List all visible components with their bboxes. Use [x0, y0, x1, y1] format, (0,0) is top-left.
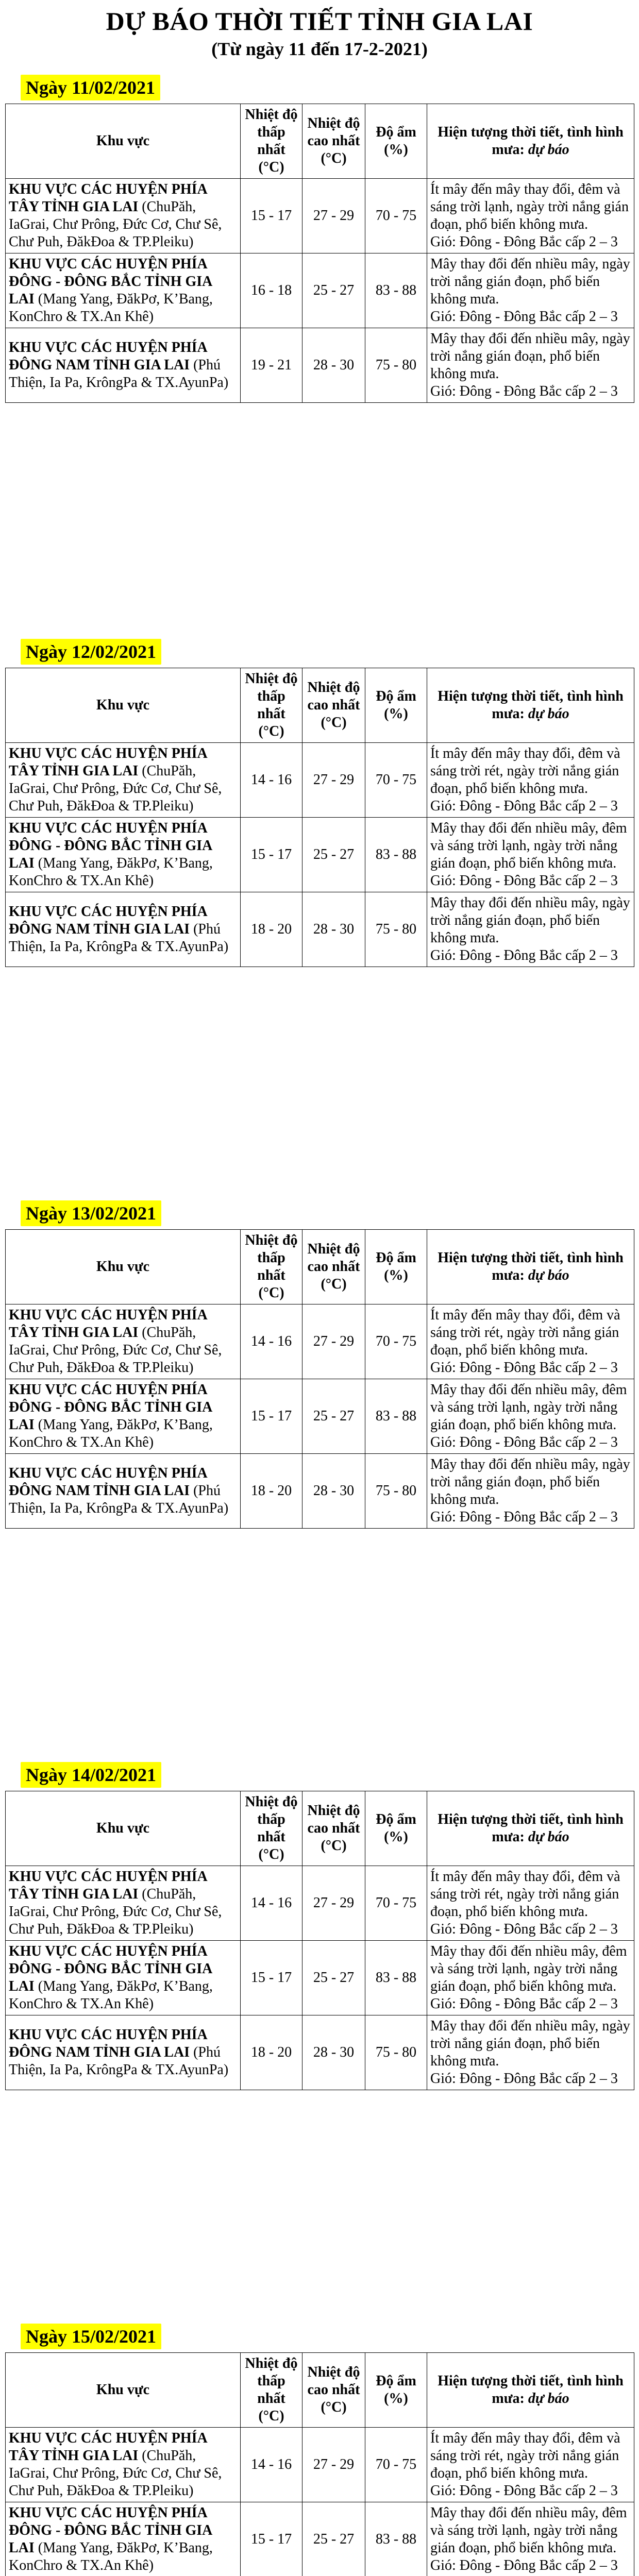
day-section: [0, 639, 639, 967]
region-cell: [6, 2502, 241, 2576]
header-tmin: Nhiệt độ thấp nhất (°C): [241, 2353, 302, 2428]
region-districts: (Phú Thiện, Ia Pa, KrôngPa & TX.AyunPa): [9, 1483, 229, 1516]
day-section: [0, 75, 639, 403]
region-name: KHU VỰC CÁC HUYỆN PHÍA ĐÔNG - ĐÔNG BẮC TỈNH GIA LAI: [9, 2505, 212, 2556]
phenomena-desc: Mây thay đổi đến nhiều mây, ngày trời nắng gián đoạn, phổ biến không mưa.: [430, 256, 630, 307]
tmax-cell: 25 - 27: [302, 253, 365, 328]
tmin-cell: 14 - 16: [241, 743, 302, 818]
region-districts: (Phú Thiện, Ia Pa, KrôngPa & TX.AyunPa): [9, 357, 229, 391]
forecast-table: [5, 1791, 634, 2090]
page-title: DỰ BÁO THỜI TIẾT TỈNH GIA LAI: [106, 7, 533, 36]
region-cell: [6, 743, 241, 818]
phenomena-desc: Ít mây đến mây thay đổi, đêm và sáng trời rét, ngày trời nắng gián đoạn, phổ biến không mưa.: [430, 745, 620, 796]
phenomena-wind: Gió: Đông - Đông Bắc cấp 2 – 3: [430, 234, 618, 250]
humidity-cell: 70 - 75: [365, 1866, 427, 1941]
humidity-cell: 83 - 88: [365, 1941, 427, 2015]
humidity-cell: 70 - 75: [365, 743, 427, 818]
region-districts: (Mang Yang, ĐăkPơ, K’Bang, KonChro & TX.An Khê): [9, 291, 213, 325]
region-districts: (Mang Yang, ĐăkPơ, K’Bang, KonChro & TX.An Khê): [9, 855, 213, 889]
header-region: Khu vực: [6, 1230, 241, 1304]
tmax-cell: 25 - 27: [302, 1379, 365, 1454]
tmin-cell: 15 - 17: [241, 179, 302, 253]
phenomena-cell: [427, 253, 634, 328]
phenomena-cell: [427, 1454, 634, 1529]
header-phenomena-em: dự báo: [528, 1267, 569, 1283]
phenomena-cell: [427, 2502, 634, 2576]
phenomena-desc: Mây thay đổi đến nhiều mây, đêm và sáng trời lạnh, ngày trời nắng gián đoạn, phổ biến không mưa.: [430, 2505, 627, 2556]
header-humidity: Độ ẩm (%): [365, 668, 427, 743]
tmin-cell: 15 - 17: [241, 818, 302, 892]
region-districts: (ChuPăh, IaGrai, Chư Prông, Đức Cơ, Chư Sê, Chư Puh, ĐăkĐoa & TP.Pleiku): [9, 2448, 222, 2499]
header-phenomena-main: Hiện tượng thời tiết, tình hình mưa:: [438, 124, 624, 158]
table-row: [6, 743, 634, 818]
region-districts: (Mang Yang, ĐăkPơ, K’Bang, KonChro & TX.An Khê): [9, 1417, 213, 1450]
table-row: [6, 1454, 634, 1529]
phenomena-wind: Gió: Đông - Đông Bắc cấp 2 – 3: [430, 309, 618, 325]
forecast-table: [5, 104, 634, 403]
tmin-cell: 14 - 16: [241, 1866, 302, 1941]
forecast-table: [5, 1229, 634, 1529]
region-cell: [6, 1941, 241, 2015]
region-cell: [6, 892, 241, 967]
humidity-cell: 83 - 88: [365, 818, 427, 892]
tmax-cell: 25 - 27: [302, 1941, 365, 2015]
tmax-cell: 27 - 29: [302, 179, 365, 253]
day-section: [0, 2324, 639, 2576]
day-date-label: Ngày 11/02/2021: [21, 75, 160, 100]
region-districts: (Phú Thiện, Ia Pa, KrôngPa & TX.AyunPa): [9, 921, 229, 955]
phenomena-wind: Gió: Đông - Đông Bắc cấp 2 – 3: [430, 1509, 618, 1525]
tmax-cell: 28 - 30: [302, 328, 365, 403]
region-cell: [6, 2015, 241, 2090]
table-row: [6, 253, 634, 328]
day-date-label: Ngày 15/02/2021: [21, 2324, 161, 2349]
table-row: [6, 1866, 634, 1941]
humidity-cell: 83 - 88: [365, 253, 427, 328]
header-humidity: Độ ẩm (%): [365, 1791, 427, 1866]
tmax-cell: 27 - 29: [302, 1304, 365, 1379]
phenomena-wind: Gió: Đông - Đông Bắc cấp 2 – 3: [430, 383, 618, 399]
tmin-cell: 19 - 21: [241, 328, 302, 403]
header-humidity: Độ ẩm (%): [365, 104, 427, 179]
region-districts: (Phú Thiện, Ia Pa, KrôngPa & TX.AyunPa): [9, 2044, 229, 2078]
day-date-label: Ngày 12/02/2021: [21, 639, 161, 665]
table-header-row: [6, 1791, 634, 1866]
header-phenomena-em: dự báo: [528, 142, 569, 158]
phenomena-desc: Ít mây đến mây thay đổi, đêm và sáng trời lạnh, ngày trời nắng gián đoạn, phổ biến không mưa.: [430, 181, 629, 232]
header-tmin: Nhiệt độ thấp nhất (°C): [241, 104, 302, 179]
day-date-label: Ngày 14/02/2021: [21, 1762, 161, 1788]
tmax-cell: 25 - 27: [302, 2502, 365, 2576]
phenomena-wind: Gió: Đông - Đông Bắc cấp 2 – 3: [430, 1996, 618, 2012]
tmin-cell: 15 - 17: [241, 1379, 302, 1454]
table-row: [6, 892, 634, 967]
table-header-row: [6, 1230, 634, 1304]
region-name: KHU VỰC CÁC HUYỆN PHÍA TÂY TỈNH GIA LAI: [9, 1307, 207, 1341]
tmin-cell: 15 - 17: [241, 2502, 302, 2576]
phenomena-desc: Mây thay đổi đến nhiều mây, ngày trời nắng gián đoạn, phổ biến không mưa.: [430, 1456, 630, 1507]
phenomena-desc: Mây thay đổi đến nhiều mây, ngày trời nắng gián đoạn, phổ biến không mưa.: [430, 895, 630, 946]
phenomena-wind: Gió: Đông - Đông Bắc cấp 2 – 3: [430, 2483, 618, 2499]
header-region: Khu vực: [6, 1791, 241, 1866]
tmin-cell: 16 - 18: [241, 253, 302, 328]
region-name: KHU VỰC CÁC HUYỆN PHÍA TÂY TỈNH GIA LAI: [9, 2430, 207, 2464]
phenomena-cell: [427, 1379, 634, 1454]
header-tmax: Nhiệt độ cao nhất (°C): [302, 104, 365, 179]
tmin-cell: 14 - 16: [241, 1304, 302, 1379]
phenomena-wind: Gió: Đông - Đông Bắc cấp 2 – 3: [430, 1921, 618, 1937]
day-date-label: Ngày 13/02/2021: [21, 1200, 161, 1226]
day-section: [0, 1200, 639, 1529]
region-districts: (ChuPăh, IaGrai, Chư Prông, Đức Cơ, Chư Sê, Chư Puh, ĐăkĐoa & TP.Pleiku): [9, 199, 222, 250]
region-name: KHU VỰC CÁC HUYỆN PHÍA ĐÔNG - ĐÔNG BẮC TỈNH GIA LAI: [9, 1382, 212, 1433]
table-row: [6, 179, 634, 253]
region-cell: [6, 253, 241, 328]
table-row: [6, 2502, 634, 2576]
region-districts: (Mang Yang, ĐăkPơ, K’Bang, KonChro & TX.An Khê): [9, 1978, 213, 2012]
tmax-cell: 28 - 30: [302, 2015, 365, 2090]
region-cell: [6, 1304, 241, 1379]
humidity-cell: 83 - 88: [365, 2502, 427, 2576]
header-phenomena: [427, 104, 634, 179]
header-tmax: Nhiệt độ cao nhất (°C): [302, 1791, 365, 1866]
tmin-cell: 18 - 20: [241, 1454, 302, 1529]
table-header-row: [6, 668, 634, 743]
tmin-cell: 18 - 20: [241, 2015, 302, 2090]
humidity-cell: 75 - 80: [365, 892, 427, 967]
humidity-cell: 70 - 75: [365, 179, 427, 253]
header-region: Khu vực: [6, 104, 241, 179]
region-cell: [6, 328, 241, 403]
region-name: KHU VỰC CÁC HUYỆN PHÍA ĐÔNG - ĐÔNG BẮC TỈNH GIA LAI: [9, 820, 212, 871]
region-cell: [6, 1866, 241, 1941]
day-section: [0, 1762, 639, 2090]
page-subtitle: (Từ ngày 11 đến 17-2-2021): [211, 39, 428, 59]
phenomena-desc: Mây thay đổi đến nhiều mây, đêm và sáng trời lạnh, ngày trời nắng gián đoạn, phổ biến không mưa.: [430, 1382, 627, 1433]
phenomena-desc: Mây thay đổi đến nhiều mây, đêm và sáng trời lạnh, ngày trời nắng gián đoạn, phổ biến không mưa.: [430, 820, 627, 871]
header-phenomena: [427, 2353, 634, 2428]
phenomena-wind: Gió: Đông - Đông Bắc cấp 2 – 3: [430, 2557, 618, 2573]
table-row: [6, 1379, 634, 1454]
phenomena-desc: Ít mây đến mây thay đổi, đêm và sáng trời rét, ngày trời nắng gián đoạn, phổ biến không mưa.: [430, 1307, 620, 1358]
tmax-cell: 28 - 30: [302, 1454, 365, 1529]
phenomena-desc: Mây thay đổi đến nhiều mây, đêm và sáng trời lạnh, ngày trời nắng gián đoạn, phổ biến không mưa.: [430, 1943, 627, 1994]
region-name: KHU VỰC CÁC HUYỆN PHÍA ĐÔNG - ĐÔNG BẮC TỈNH GIA LAI: [9, 256, 212, 307]
phenomena-wind: Gió: Đông - Đông Bắc cấp 2 – 3: [430, 873, 618, 889]
phenomena-cell: [427, 179, 634, 253]
table-header-row: [6, 104, 634, 179]
phenomena-cell: [427, 1941, 634, 2015]
phenomena-wind: Gió: Đông - Đông Bắc cấp 2 – 3: [430, 947, 618, 963]
region-name: KHU VỰC CÁC HUYỆN PHÍA ĐÔNG NAM TỈNH GIA LAI: [9, 1465, 207, 1499]
phenomena-wind: Gió: Đông - Đông Bắc cấp 2 – 3: [430, 1434, 618, 1450]
tmin-cell: 15 - 17: [241, 1941, 302, 2015]
header-tmin: Nhiệt độ thấp nhất (°C): [241, 1230, 302, 1304]
tmax-cell: 27 - 29: [302, 2428, 365, 2502]
header-phenomena: [427, 668, 634, 743]
phenomena-cell: [427, 1866, 634, 1941]
tmax-cell: 28 - 30: [302, 892, 365, 967]
phenomena-cell: [427, 2428, 634, 2502]
tmax-cell: 27 - 29: [302, 743, 365, 818]
header-humidity: Độ ẩm (%): [365, 2353, 427, 2428]
forecast-table: [5, 2352, 634, 2576]
header-tmax: Nhiệt độ cao nhất (°C): [302, 2353, 365, 2428]
region-name: KHU VỰC CÁC HUYỆN PHÍA TÂY TỈNH GIA LAI: [9, 1869, 207, 1902]
tmax-cell: 27 - 29: [302, 1866, 365, 1941]
humidity-cell: 75 - 80: [365, 1454, 427, 1529]
header-phenomena-main: Hiện tượng thời tiết, tình hình mưa:: [438, 1811, 624, 1845]
humidity-cell: 70 - 75: [365, 2428, 427, 2502]
tmin-cell: 18 - 20: [241, 892, 302, 967]
phenomena-desc: Mây thay đổi đến nhiều mây, ngày trời nắng gián đoạn, phổ biến không mưa.: [430, 331, 630, 382]
region-districts: (ChuPăh, IaGrai, Chư Prông, Đức Cơ, Chư Sê, Chư Puh, ĐăkĐoa & TP.Pleiku): [9, 1325, 222, 1376]
tmin-cell: 14 - 16: [241, 2428, 302, 2502]
region-name: KHU VỰC CÁC HUYỆN PHÍA TÂY TỈNH GIA LAI: [9, 745, 207, 779]
region-cell: [6, 1379, 241, 1454]
region-cell: [6, 179, 241, 253]
header-tmin: Nhiệt độ thấp nhất (°C): [241, 668, 302, 743]
phenomena-cell: [427, 1304, 634, 1379]
header-phenomena-em: dự báo: [528, 2391, 569, 2406]
phenomena-cell: [427, 743, 634, 818]
phenomena-cell: [427, 892, 634, 967]
region-districts: (Mang Yang, ĐăkPơ, K’Bang, KonChro & TX.An Khê): [9, 2540, 213, 2573]
table-row: [6, 1304, 634, 1379]
humidity-cell: 70 - 75: [365, 1304, 427, 1379]
region-name: KHU VỰC CÁC HUYỆN PHÍA TÂY TỈNH GIA LAI: [9, 181, 207, 215]
table-row: [6, 818, 634, 892]
region-cell: [6, 2428, 241, 2502]
header-phenomena-em: dự báo: [528, 706, 569, 722]
header-tmin: Nhiệt độ thấp nhất (°C): [241, 1791, 302, 1866]
phenomena-desc: Mây thay đổi đến nhiều mây, ngày trời nắng gián đoạn, phổ biến không mưa.: [430, 2018, 630, 2069]
phenomena-wind: Gió: Đông - Đông Bắc cấp 2 – 3: [430, 798, 618, 814]
phenomena-desc: Ít mây đến mây thay đổi, đêm và sáng trời rét, ngày trời nắng gián đoạn, phổ biến không mưa.: [430, 1869, 620, 1920]
tmax-cell: 25 - 27: [302, 818, 365, 892]
table-row: [6, 328, 634, 403]
humidity-cell: 75 - 80: [365, 328, 427, 403]
phenomena-cell: [427, 328, 634, 403]
humidity-cell: 75 - 80: [365, 2015, 427, 2090]
header-region: Khu vực: [6, 668, 241, 743]
header-phenomena: [427, 1230, 634, 1304]
region-name: KHU VỰC CÁC HUYỆN PHÍA ĐÔNG - ĐÔNG BẮC TỈNH GIA LAI: [9, 1943, 212, 1994]
phenomena-cell: [427, 2015, 634, 2090]
region-cell: [6, 818, 241, 892]
table-row: [6, 1941, 634, 2015]
humidity-cell: 83 - 88: [365, 1379, 427, 1454]
phenomena-wind: Gió: Đông - Đông Bắc cấp 2 – 3: [430, 1360, 618, 1376]
region-name: KHU VỰC CÁC HUYỆN PHÍA ĐÔNG NAM TỈNH GIA LAI: [9, 904, 207, 937]
phenomena-cell: [427, 818, 634, 892]
table-row: [6, 2015, 634, 2090]
header-phenomena-main: Hiện tượng thời tiết, tình hình mưa:: [438, 1250, 624, 1283]
region-name: KHU VỰC CÁC HUYỆN PHÍA ĐÔNG NAM TỈNH GIA LAI: [9, 340, 207, 373]
region-cell: [6, 1454, 241, 1529]
header-tmax: Nhiệt độ cao nhất (°C): [302, 668, 365, 743]
header-humidity: Độ ẩm (%): [365, 1230, 427, 1304]
header-phenomena-em: dự báo: [528, 1829, 569, 1845]
phenomena-wind: Gió: Đông - Đông Bắc cấp 2 – 3: [430, 2071, 618, 2087]
header-phenomena-main: Hiện tượng thời tiết, tình hình mưa:: [438, 688, 624, 722]
table-header-row: [6, 2353, 634, 2428]
header-tmax: Nhiệt độ cao nhất (°C): [302, 1230, 365, 1304]
header-phenomena: [427, 1791, 634, 1866]
forecast-table: [5, 668, 634, 967]
header-phenomena-main: Hiện tượng thời tiết, tình hình mưa:: [438, 2373, 624, 2406]
region-name: KHU VỰC CÁC HUYỆN PHÍA ĐÔNG NAM TỈNH GIA LAI: [9, 2027, 207, 2060]
phenomena-desc: Ít mây đến mây thay đổi, đêm và sáng trời rét, ngày trời nắng gián đoạn, phổ biến không mưa.: [430, 2430, 620, 2481]
table-row: [6, 2428, 634, 2502]
region-districts: (ChuPăh, IaGrai, Chư Prông, Đức Cơ, Chư Sê, Chư Puh, ĐăkĐoa & TP.Pleiku): [9, 763, 222, 814]
header-region: Khu vực: [6, 2353, 241, 2428]
region-districts: (ChuPăh, IaGrai, Chư Prông, Đức Cơ, Chư Sê, Chư Puh, ĐăkĐoa & TP.Pleiku): [9, 1886, 222, 1937]
